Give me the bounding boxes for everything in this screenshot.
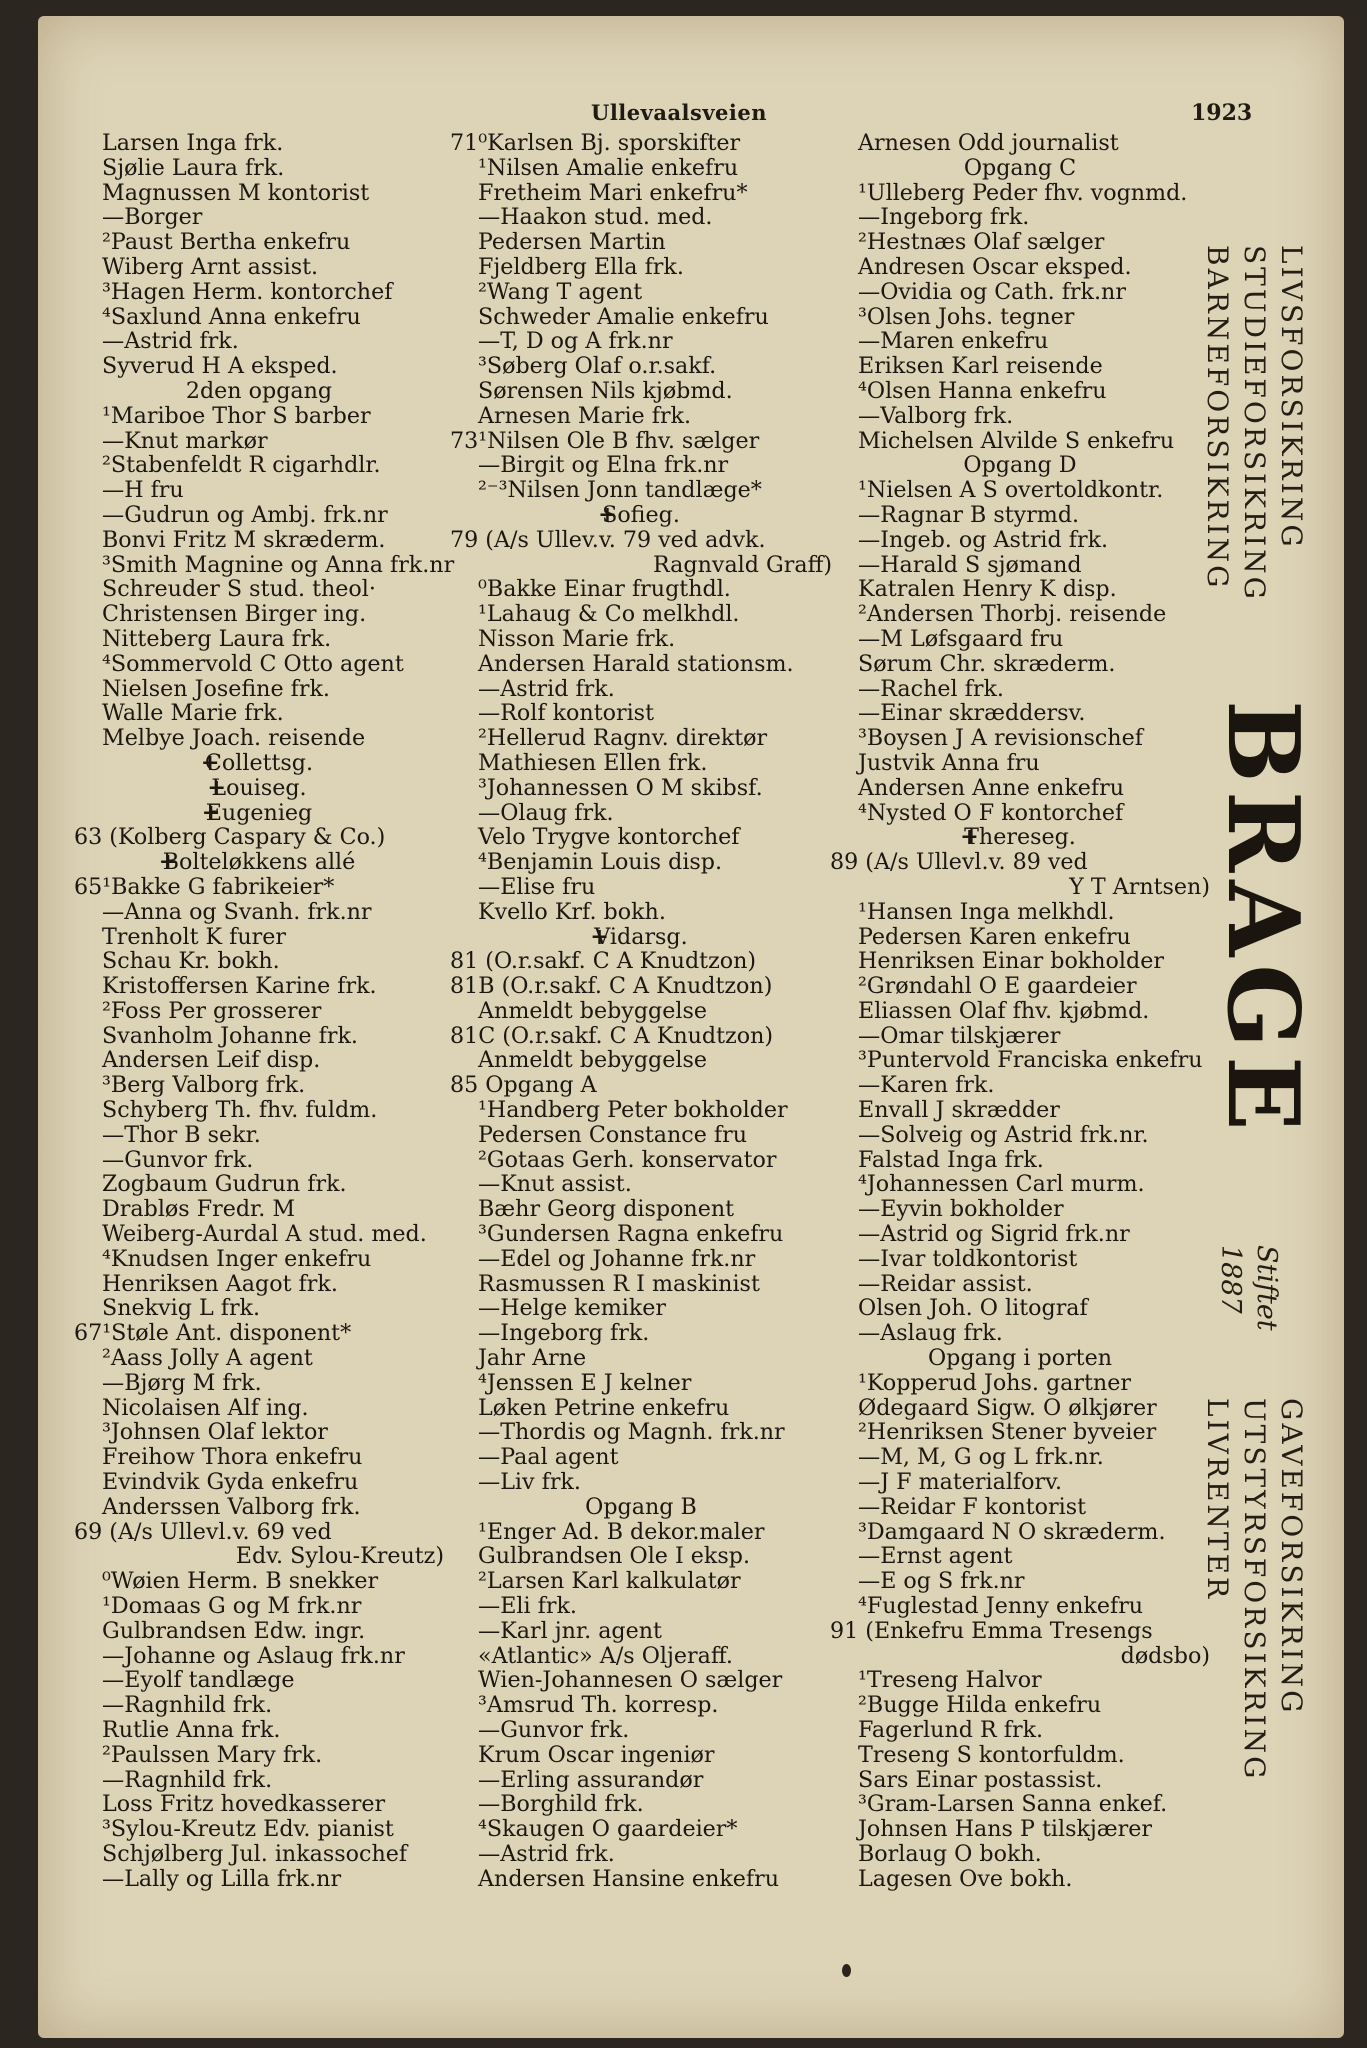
directory-line: —Einar skræddersv. (858, 700, 1086, 727)
directory-line: ¹Handberg Peter bokholder (478, 1097, 788, 1124)
directory-line: ³Sylou-Kreutz Edv. pianist (102, 1816, 394, 1843)
directory-line: ²Hellerud Ragnv. direktør (478, 725, 768, 752)
directory-line: ⁴Nysted O F kontorchef (858, 799, 1124, 826)
directory-line: 91 (Enkefru Emma Tresengs (830, 1617, 1153, 1644)
directory-line: Fretheim Mari enkefru* (478, 179, 748, 206)
directory-line: —Eli frk. (478, 1593, 577, 1620)
directory-line: ²Paust Bertha enkefru (102, 229, 351, 256)
directory-line: 85 Opgang A (450, 1072, 597, 1099)
directory-line: ²Bugge Hilda enkefru (858, 1692, 1102, 1719)
directory-line: ⁴Skaugen O gaardeier* (478, 1816, 738, 1843)
directory-line: —Ovidia og Cath. frk.nr (858, 278, 1126, 305)
directory-line: Lagesen Ove bokh. (858, 1865, 1073, 1892)
directory-line: —Elise fru (478, 873, 596, 900)
directory-line: ³Puntervold Franciska enkefru (858, 1047, 1203, 1074)
directory-line: —Knut markør (102, 427, 268, 454)
directory-line: —Bjørg M frk. (102, 1369, 262, 1396)
directory-line: Sars Einar postassist. (858, 1766, 1103, 1793)
directory-line: Henriksen Einar bokholder (858, 948, 1164, 975)
directory-line: Sjølie Laura frk. (102, 154, 285, 181)
ad-line: BARNEFORSIKRING (1201, 245, 1234, 591)
directory-line: —Karl jnr. agent (478, 1617, 662, 1644)
directory-line: ¹Mariboe Thor S barber (102, 402, 371, 429)
directory-line: Trenholt K furer (102, 923, 287, 950)
directory-line: ¹Hansen Inga melkhdl. (858, 898, 1115, 925)
directory-line: Freihow Thora enkefru (102, 1444, 363, 1471)
directory-line: ²Aass Jolly A agent (102, 1345, 313, 1372)
directory-line: Opgang C (963, 154, 1077, 181)
directory-line: Eliassen Olaf fhv. kjøbmd. (858, 997, 1150, 1024)
directory-line: ²Foss Per grosserer (102, 997, 322, 1024)
directory-line: Velo Trygve kontorchef (478, 824, 740, 851)
directory-line: ⁰Wøien Herm. B snekker (102, 1568, 379, 1595)
directory-line: Katralen Henry K disp. (858, 576, 1117, 603)
directory-line: Svanholm Johanne frk. (102, 1022, 358, 1049)
directory-line: Ragnvald Graff) (652, 551, 832, 578)
directory-line: Envall J skrædder (858, 1097, 1060, 1124)
directory-line: Kristoffersen Karine frk. (102, 973, 377, 1000)
directory-line: —Ingeb. og Astrid frk. (858, 526, 1109, 553)
ad-line: UTSTYRSFORSIKRING (1238, 1398, 1271, 1782)
directory-line: —Eyolf tandlæge (102, 1667, 295, 1694)
directory-line: Gulbrandsen Edw. ingr. (102, 1617, 366, 1644)
directory-line: 79 (A/s Ullev.v. 79 ved advk. (450, 526, 766, 553)
directory-line: Mathiesen Ellen frk. (478, 749, 708, 776)
directory-line: ³Gram-Larsen Sanna enkef. (858, 1791, 1168, 1818)
directory-line: Andersen Anne enkefru (858, 774, 1125, 801)
directory-line: Jahr Arne (478, 1345, 587, 1372)
directory-line: Andersen Hansine enkefru (478, 1865, 780, 1892)
directory-line: Opgang i porten (927, 1345, 1113, 1372)
directory-line: —Ingeborg frk. (478, 1320, 650, 1347)
directory-line: ³Boysen J A revisionschef (858, 725, 1143, 752)
directory-line: ⁴Knudsen Inger enkefru (102, 1245, 372, 1272)
directory-line: —Ragnhild frk. (102, 1766, 273, 1793)
directory-line: ³Johnsen Olaf lektor (102, 1419, 328, 1446)
directory-line: —Rachel frk. (858, 675, 1004, 702)
directory-line: ³Olsen Johs. tegner (858, 303, 1075, 330)
directory-line: Opgang B (585, 1493, 697, 1520)
ad-insurance-top (1199, 245, 1310, 602)
ad-line: LIVRENTER (1201, 1398, 1234, 1602)
directory-line: Wien-Johannesen O sælger (478, 1667, 783, 1694)
directory-line: —Borger (102, 204, 203, 231)
directory-line: Snekvig L frk. (102, 1295, 261, 1322)
directory-line: + Vidarsg. (450, 925, 832, 950)
directory-line: Nicolaisen Alf ing. (102, 1394, 309, 1421)
directory-line: —M Løfsgaard fru (858, 625, 1064, 652)
directory-line: ³Søberg Olaf o.r.sakf. (478, 353, 717, 380)
directory-line: —Ivar toldkontorist (858, 1245, 1078, 1272)
directory-line: Weiberg-Aurdal A stud. med. (102, 1221, 427, 1248)
ad-founded-label: Stiftet (1251, 1245, 1282, 1331)
directory-line: ⁴Benjamin Louis disp. (478, 849, 723, 876)
ad-founded-year: 1887 (1215, 1245, 1246, 1314)
ink-dot (842, 1964, 851, 1977)
directory-line: Evindvik Gyda enkefru (102, 1469, 359, 1496)
directory-line: Nielsen Josefine frk. (102, 675, 330, 702)
directory-line: Justvik Anna fru (858, 749, 1040, 776)
directory-line: + Sofieg. (450, 503, 832, 528)
directory-line: —Liv frk. (478, 1469, 581, 1496)
directory-line: ²Gotaas Gerh. konservator (478, 1146, 777, 1173)
directory-line: —Borghild frk. (478, 1791, 644, 1818)
directory-line: ²Paulssen Mary frk. (102, 1741, 323, 1768)
ad-line: GAVEFORSIKRING (1275, 1398, 1308, 1716)
directory-line: Andersen Harald stationsm. (478, 650, 794, 677)
directory-line: —Karen frk. (858, 1072, 995, 1099)
directory-line: Treseng S kontorfuldm. (858, 1741, 1125, 1768)
directory-line: + Collettsg. (74, 751, 444, 776)
directory-line: Pedersen Karen enkefru (858, 923, 1131, 950)
street-title: Ullevaalsveien (591, 100, 768, 125)
directory-line: ²Larsen Karl kalkulatør (478, 1568, 741, 1595)
directory-line: —E og S frk.nr (858, 1568, 1025, 1595)
directory-line: Christensen Birger ing. (102, 601, 367, 628)
directory-line: Schjølberg Jul. inkassochef (102, 1840, 408, 1867)
directory-line: Arnesen Marie frk. (478, 402, 692, 429)
directory-line: —H fru (102, 477, 184, 504)
directory-line: Olsen Joh. O litograf (858, 1295, 1088, 1322)
directory-line: Zogbaum Gudrun frk. (102, 1171, 347, 1198)
directory-line: Krum Oscar ingeniør (478, 1741, 715, 1768)
directory-line: —Astrid frk. (478, 675, 615, 702)
directory-line: Fagerlund R frk. (858, 1717, 1044, 1743)
directory-line: ³Smith Magnine og Anna frk.nr (102, 551, 455, 578)
directory-line: Drabløs Fredr. M (102, 1196, 296, 1223)
directory-line: ⁴Fuglestad Jenny enkefru (858, 1593, 1144, 1620)
directory-line: ³Damgaard N O skræderm. (858, 1518, 1166, 1545)
directory-line: ¹Ulleberg Peder fhv. vognmd. (858, 179, 1188, 206)
directory-line: Anderssen Valborg frk. (102, 1493, 361, 1520)
directory-line: —Anna og Svanh. frk.nr (102, 898, 372, 925)
ad-insurance-bottom (1199, 1398, 1310, 1782)
directory-line: Pedersen Constance fru (478, 1121, 748, 1148)
directory-line: —M, M, G og L frk.nr. (858, 1444, 1104, 1471)
directory-line: —Reidar F kontorist (858, 1493, 1087, 1520)
directory-line: + Thereseg. (830, 825, 1210, 850)
directory-line: Rutlie Anna frk. (102, 1717, 281, 1743)
directory-line: + Eugenieg (74, 801, 444, 826)
directory-line: ²Andersen Thorbj. reisende (858, 601, 1167, 628)
directory-line: —Astrid og Sigrid frk.nr (858, 1221, 1130, 1248)
page-year: 1923 (1191, 100, 1253, 126)
directory-line: ²Henriksen Stener byveier (858, 1419, 1157, 1446)
directory-line: Gulbrandsen Ole I eksp. (478, 1543, 751, 1570)
directory-line: Bonvi Fritz M skræderm. (102, 526, 386, 553)
directory-line: Schyberg Th. fhv. fuldm. (102, 1097, 378, 1124)
directory-line: —Johanne og Aslaug frk.nr (102, 1642, 405, 1669)
directory-line: Pedersen Martin (478, 229, 666, 256)
directory-line: ¹Treseng Halvor (858, 1667, 1042, 1694)
directory-line: —Rolf kontorist (478, 700, 654, 727)
directory-line: ²Grøndahl O E gaardeier (858, 973, 1137, 1000)
directory-line: 81 (O.r.sakf. C A Knudtzon) (450, 948, 757, 975)
directory-line: Michelsen Alvilde S enkefru (858, 427, 1175, 454)
directory-line: 63 (Kolberg Caspary & Co.) (74, 824, 386, 851)
column-1 (74, 130, 455, 1892)
directory-line: ¹Domaas G og M frk.nr (102, 1593, 362, 1620)
directory-line: Schau Kr. bokh. (102, 948, 280, 975)
directory-line: Eriksen Karl reisende (858, 353, 1103, 380)
directory-line: Løken Petrine enkefru (478, 1394, 730, 1421)
directory-line: —Erling assurandør (478, 1766, 704, 1793)
directory-line: Opgang D (963, 452, 1077, 479)
directory-line: Larsen Inga frk. (102, 130, 284, 156)
directory-line: —J F materialforv. (858, 1469, 1063, 1496)
directory-line: —Astrid frk. (102, 328, 239, 355)
ad-brand: BRAGE (1205, 700, 1320, 1139)
directory-line: Wiberg Arnt assist. (102, 253, 319, 280)
directory-line: —Ernst agent (858, 1543, 1013, 1570)
directory-line: ²⁻³Nilsen Jonn tandlæge* (478, 477, 762, 504)
directory-line: Borlaug O bokh. (858, 1840, 1042, 1867)
directory-line: ¹Kopperud Johs. gartner (858, 1369, 1131, 1396)
directory-line: Edv. Sylou-Kreutz) (235, 1543, 444, 1570)
directory-line: ³Amsrud Th. korresp. (478, 1692, 719, 1719)
directory-line: ⁴Johannessen Carl murm. (858, 1171, 1145, 1198)
directory-line: ²Stabenfeldt R cigarhdlr. (102, 452, 381, 479)
directory-line: ³Johannessen O M skibsf. (478, 774, 763, 801)
directory-line: ¹Enger Ad. B dekor.maler (478, 1518, 765, 1545)
directory-line: Nitteberg Laura frk. (102, 625, 332, 652)
directory-line: Melbye Joach. reisende (102, 725, 366, 752)
directory-line: Ødegaard Sigw. O ølkjører (858, 1394, 1157, 1421)
directory-line: —Knut assist. (478, 1171, 632, 1198)
directory-line: Sørensen Nils kjøbmd. (478, 377, 733, 404)
directory-line: —Haakon stud. med. (478, 204, 713, 231)
directory-line: Henriksen Aagot frk. (102, 1270, 338, 1297)
directory-line: —Thordis og Magnh. frk.nr (478, 1419, 785, 1446)
directory-line: —Eyvin bokholder (858, 1196, 1064, 1223)
column-3 (830, 131, 1210, 1892)
directory-line: ³Berg Valborg frk. (102, 1072, 306, 1099)
directory-line: Johnsen Hans P tilskjærer (858, 1816, 1152, 1843)
directory-line: + Louiseg. (74, 776, 444, 801)
directory-line: ¹Nilsen Amalie enkefru (478, 154, 739, 181)
directory-line: —Ingeborg frk. (858, 204, 1030, 231)
directory-line: ⁰Bakke Einar frugthdl. (478, 576, 731, 603)
directory-line: Bæhr Georg disponent (478, 1196, 735, 1223)
directory-line: —Aslaug frk. (858, 1320, 1003, 1347)
ad-line: LIVSFORSIKRING (1275, 245, 1308, 550)
directory-line: —Maren enkefru (858, 328, 1049, 355)
directory-line: 89 (A/s Ullevl.v. 89 ved (830, 849, 1088, 876)
directory-line: Schreuder S stud. theol· (102, 576, 376, 603)
directory-line: Magnussen M kontorist (102, 179, 370, 206)
directory-line: Arnesen Odd journalist (858, 130, 1119, 156)
directory-line: + Bolteløkkens allé (74, 850, 444, 875)
directory-line: —Omar tilskjærer (858, 1022, 1061, 1049)
directory-line: Sørum Chr. skræderm. (858, 650, 1116, 677)
directory-line: —Olaug frk. (478, 799, 614, 826)
directory-line: ⁴Jenssen E J kelner (478, 1369, 692, 1396)
directory-line: Loss Fritz hovedkasserer (102, 1791, 386, 1818)
directory-line: —Valborg frk. (858, 402, 1014, 429)
directory-line: —Reidar assist. (858, 1270, 1033, 1297)
directory-line: —Ragnar B styrmd. (858, 501, 1080, 528)
directory-line: Y T Arntsen) (1069, 873, 1210, 900)
directory-line: Nisson Marie frk. (478, 625, 676, 652)
directory-line: ¹Nielsen A S overtoldkontr. (858, 477, 1164, 504)
directory-line: —Ragnhild frk. (102, 1692, 273, 1719)
directory-line: ⁴Saxlund Anna enkefru (102, 303, 361, 330)
directory-line: 69 (A/s Ullevl.v. 69 ved (74, 1518, 332, 1545)
directory-line: Walle Marie frk. (102, 700, 284, 727)
directory-line: ³Hagen Herm. kontorchef (102, 278, 393, 305)
directory-line: —Paal agent (478, 1444, 619, 1471)
directory-line: 73¹Nilsen Ole B fhv. sælger (450, 427, 760, 454)
directory-line: —Gudrun og Ambj. frk.nr (102, 501, 388, 528)
directory-line: Schweder Amalie enkefru (478, 303, 769, 330)
directory-line: ⁴Olsen Hanna enkefru (858, 377, 1107, 404)
directory-line: Fjeldberg Ella frk. (478, 253, 684, 280)
directory-line: 65¹Bakke G fabrikeier* (74, 873, 335, 900)
directory-line: —Gunvor frk. (478, 1717, 630, 1743)
directory-line: —T, D og A frk.nr (478, 328, 673, 355)
directory-line: ²Wang T agent (478, 278, 643, 305)
directory-line: dødsbo) (1120, 1642, 1210, 1669)
directory-line: —Harald S sjømand (858, 551, 1082, 578)
directory-line: 67¹Støle Ant. disponent* (74, 1320, 352, 1347)
directory-line: ¹Lahaug & Co melkhdl. (478, 601, 740, 628)
directory-line: ²Hestnæs Olaf sælger (858, 229, 1105, 256)
directory-line: 71⁰Karlsen Bj. sporskifter (450, 130, 741, 156)
directory-line: —Solveig og Astrid frk.nr. (858, 1121, 1149, 1148)
directory-line: —Helge kemiker (478, 1295, 667, 1322)
directory-line: Anmeldt bebyggelse (478, 997, 707, 1024)
directory-line: 2den opgang (185, 377, 333, 404)
directory-line: Rasmussen R I maskinist (478, 1270, 760, 1297)
directory-line: —Lally og Lilla frk.nr (102, 1865, 342, 1892)
ad-founded (1212, 1245, 1284, 1331)
directory-line: ⁴Sommervold C Otto agent (102, 650, 404, 677)
directory-line: Andresen Oscar eksped. (858, 253, 1132, 280)
directory-line: 81B (O.r.sakf. C A Knudtzon) (450, 973, 773, 1000)
directory-line: —Astrid frk. (478, 1840, 615, 1867)
directory-line: —Thor B sekr. (102, 1121, 261, 1148)
directory-line: —Birgit og Elna frk.nr (478, 452, 729, 479)
directory-line: Andersen Leif disp. (102, 1047, 321, 1074)
directory-line: ³Gundersen Ragna enkefru (478, 1221, 784, 1248)
directory-line: Anmeldt bebyggelse (478, 1047, 707, 1074)
directory-line: Syverud H A eksped. (102, 353, 338, 380)
directory-line: Falstad Inga frk. (858, 1146, 1044, 1173)
directory-line: 81C (O.r.sakf. C A Knudtzon) (450, 1022, 774, 1049)
directory-line: —Edel og Johanne frk.nr (478, 1245, 756, 1272)
directory-line: «Atlantic» A/s Oljeraff. (478, 1642, 733, 1669)
column-2 (450, 131, 832, 1892)
directory-line: —Gunvor frk. (102, 1146, 254, 1173)
ad-line: STUDIEFORSIKRING (1238, 245, 1271, 603)
directory-line: Kvello Krf. bokh. (478, 898, 666, 925)
